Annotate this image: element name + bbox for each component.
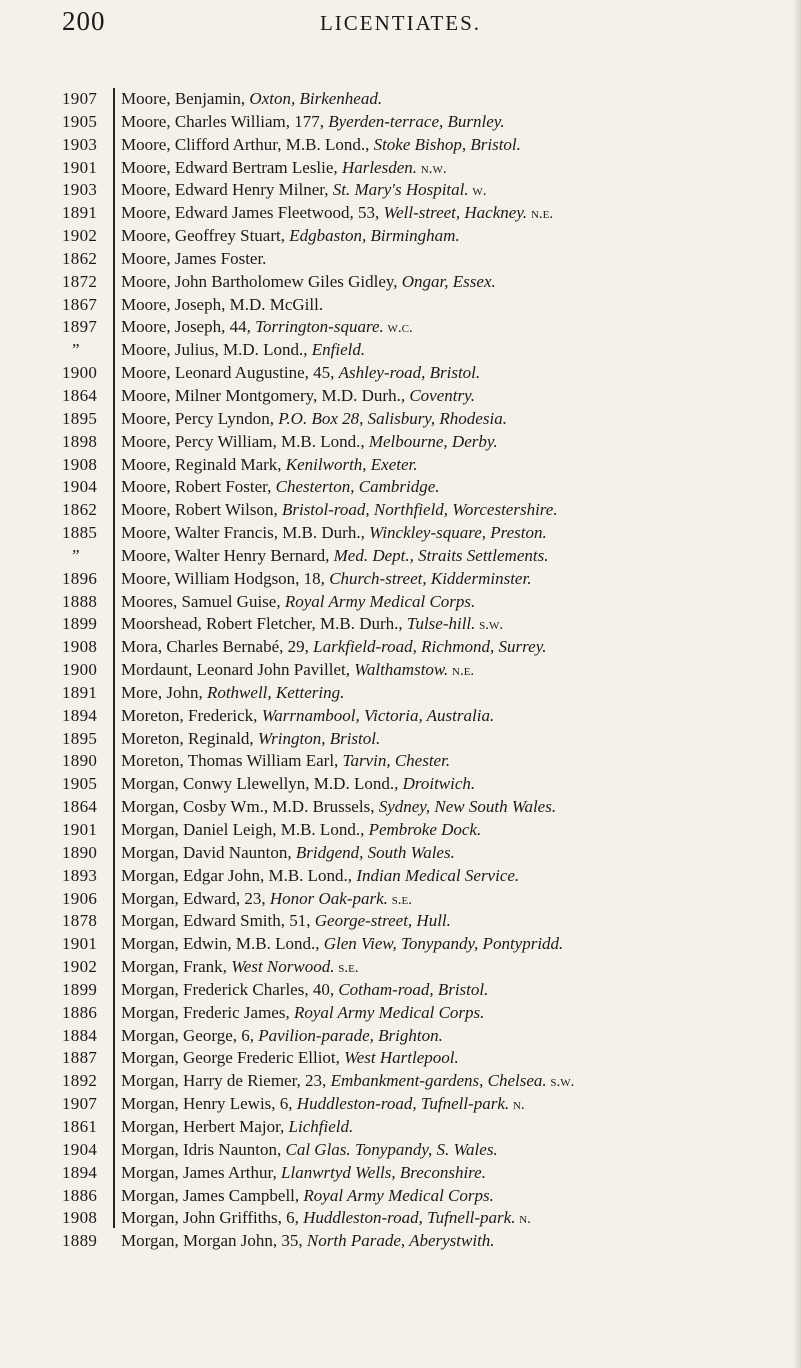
entry-place: Royal Army Medical Corps.: [303, 1185, 494, 1205]
list-item: [0, 1093, 801, 1116]
entry-year: 1864: [62, 385, 98, 405]
entry-year: 1898: [62, 431, 98, 451]
entry-text: [121, 225, 460, 248]
entry-year: 1908: [62, 1208, 98, 1228]
list-item: [0, 499, 801, 522]
list-item: [0, 910, 801, 933]
entry-district: s.e.: [387, 891, 413, 908]
entry-place: Larkfield-road, Richmond, Surrey.: [313, 637, 547, 657]
entry-text: [121, 339, 365, 362]
entry-place: Med. Dept., Straits Settlements.: [333, 545, 549, 565]
entry-district: n.: [515, 1211, 531, 1228]
entry-place: Winckley-square, Preston.: [369, 523, 547, 543]
entry-name: Moore, Reginald Mark,: [121, 454, 286, 474]
entry-place: West Norwood.: [231, 957, 335, 977]
entry-name: Moore, Walter Henry Bernard,: [121, 545, 334, 565]
entry-name: Morgan, Frank,: [121, 957, 232, 977]
list-item: [0, 111, 801, 134]
entry-text: [121, 591, 475, 614]
entry-text: [121, 134, 521, 157]
entry-district: n.w.: [417, 160, 447, 177]
entry-text: [121, 454, 418, 477]
entry-name: Moore, Geoffrey Stuart,: [121, 226, 290, 246]
list-item: [0, 568, 801, 591]
entry-district: w.: [468, 183, 487, 200]
entry-year: 1900: [62, 660, 98, 680]
entry-year: 1889: [62, 1231, 98, 1251]
entry-place: Glen View, Tonypandy, Pontypridd.: [323, 934, 564, 954]
list-item: [0, 888, 801, 911]
entry-text: [121, 271, 496, 294]
entry-year: 1886: [62, 1185, 98, 1205]
entry-text: [121, 1185, 494, 1208]
entry-text: [121, 499, 558, 522]
entry-name: Moore, Milner Montgomery, M.D. Durh.,: [121, 385, 410, 405]
entry-place: Royal Army Medical Corps.: [284, 591, 476, 611]
entry-name: Morgan, David Naunton,: [121, 842, 296, 862]
entry-place: Kenilworth, Exeter.: [285, 454, 418, 474]
entry-place: Droitwich.: [402, 774, 476, 794]
entry-place: Lichfield.: [288, 1116, 354, 1136]
entry-place: St. Mary's Hospital.: [332, 180, 469, 200]
entry-place: Church-street, Kidderminster.: [329, 568, 532, 588]
entry-place: Torrington-square.: [255, 317, 384, 337]
entry-year: 1893: [62, 865, 98, 885]
entry-year: 1904: [62, 477, 98, 497]
entry-year: 1892: [62, 1071, 98, 1091]
list-item: [0, 271, 801, 294]
entry-place: Rothwell, Kettering.: [206, 682, 345, 702]
entry-name: Moore, Benjamin,: [121, 89, 250, 108]
entry-name: Morgan, Frederick Charles, 40,: [121, 979, 339, 999]
list-item: [0, 157, 801, 180]
entry-year: 1895: [62, 408, 98, 428]
entry-text: [121, 362, 480, 385]
list-item: [0, 1002, 801, 1025]
entry-name: Morgan, Morgan John, 35,: [121, 1231, 307, 1251]
entry-text: [121, 728, 380, 751]
entry-name: Moore, Charles William, 177,: [121, 111, 329, 131]
entry-place: Enfield.: [311, 340, 366, 360]
list-item: [0, 339, 801, 362]
entry-name: Moore, John Bartholomew Giles Gidley,: [121, 271, 402, 291]
entry-place: Melbourne, Derby.: [368, 431, 498, 451]
list-item: [0, 316, 801, 339]
entry-place: Walthamstow.: [354, 660, 449, 680]
entry-name: Moore, James Foster.: [121, 248, 267, 268]
entry-year: 1891: [62, 682, 98, 702]
list-item: [0, 1139, 801, 1162]
list-item: [0, 750, 801, 773]
entry-text: [121, 705, 494, 728]
entry-name: Moore, Joseph, 44,: [121, 317, 256, 337]
entry-year: 1887: [62, 1048, 98, 1068]
entry-year: 1885: [62, 523, 98, 543]
entry-name: Moreton, Reginald,: [121, 728, 258, 748]
entry-year: 1905: [62, 774, 98, 794]
page-number: 200: [62, 6, 106, 36]
entry-place: Byerden-terrace, Burnley.: [328, 111, 505, 131]
entry-text: [121, 865, 519, 888]
list-item: [0, 1162, 801, 1185]
entry-text: [121, 1207, 531, 1230]
list-item: [0, 979, 801, 1002]
entry-place: Pembroke Dock.: [368, 820, 482, 839]
list-item: [0, 545, 801, 568]
entry-text: [121, 956, 359, 979]
list-item: [0, 865, 801, 888]
entry-name: Moore, Julius, M.D. Lond.,: [121, 340, 312, 360]
list-item: [0, 1116, 801, 1139]
list-item: [0, 134, 801, 157]
entry-place: Embankment-gardens, Chelsea.: [330, 1071, 547, 1091]
list-item: [0, 1070, 801, 1093]
list-item: [0, 1025, 801, 1048]
entry-year: 1896: [62, 568, 98, 588]
running-title: LICENTIATES.: [319, 11, 482, 35]
entry-text: [121, 385, 475, 408]
list-item: [0, 385, 801, 408]
entry-text: [121, 545, 548, 568]
entry-place: Oxton, Birkenhead.: [249, 89, 383, 108]
entry-year: 1886: [62, 1002, 98, 1022]
entry-name: Morgan, Edward, 23,: [121, 888, 270, 908]
entry-text: [121, 1116, 353, 1139]
entry-year: 1899: [62, 614, 98, 634]
list-item: [0, 1185, 801, 1208]
entry-year: 1884: [62, 1025, 98, 1045]
entry-text: [121, 750, 450, 773]
entry-text: [121, 522, 547, 545]
entry-name: Moore, William Hodgson, 18,: [121, 568, 330, 588]
list-item: [0, 796, 801, 819]
licentiates-list: [0, 88, 801, 1253]
list-item: [0, 1207, 801, 1230]
entry-text: [121, 568, 531, 591]
entry-name: Morgan, Edward Smith, 51,: [121, 911, 315, 931]
entry-text: [121, 431, 498, 454]
list-item: [0, 294, 801, 317]
entry-text: [121, 1139, 498, 1162]
entry-year: 1862: [62, 500, 98, 520]
entry-name: Moore, Edward Bertram Leslie,: [121, 157, 342, 177]
entry-year: 1907: [62, 89, 98, 108]
list-item: [0, 454, 801, 477]
entry-text: [121, 248, 266, 271]
entry-name: Moorshead, Robert Fletcher, M.B. Durh.,: [121, 614, 407, 634]
entry-place: Harlesden.: [341, 157, 418, 177]
entry-text: [121, 1093, 525, 1116]
list-item: [0, 591, 801, 614]
entry-year: ”: [72, 545, 80, 565]
entry-district: n.e.: [448, 663, 475, 680]
entry-year: 1867: [62, 294, 98, 314]
list-item: [0, 659, 801, 682]
list-item: [0, 728, 801, 751]
entry-name: Moreton, Frederick,: [121, 705, 262, 725]
entry-place: Huddleston-road, Tufnell-park.: [303, 1208, 516, 1228]
list-item: [0, 705, 801, 728]
entry-name: Morgan, Idris Naunton,: [121, 1139, 286, 1159]
entry-text: [121, 613, 503, 636]
entry-text: [121, 910, 451, 933]
entry-year: 1905: [62, 111, 98, 131]
entry-name: Morgan, Frederic James,: [121, 1002, 294, 1022]
list-item: [0, 819, 801, 842]
entry-district: s.e.: [334, 960, 359, 977]
entry-text: [121, 979, 488, 1002]
entry-name: Moore, Robert Foster,: [121, 477, 276, 497]
list-item: [0, 431, 801, 454]
entry-name: Morgan, James Arthur,: [121, 1162, 282, 1182]
entry-name: Moore, Robert Wilson,: [121, 500, 282, 520]
entry-text: [121, 659, 474, 682]
entry-name: Moore, Clifford Arthur, M.B. Lond.,: [121, 134, 374, 154]
entry-text: [121, 842, 455, 865]
entry-year: 1899: [62, 979, 98, 999]
entry-name: Moore, Percy Lyndon,: [121, 408, 279, 428]
entry-place: Huddleston-road, Tufnell-park.: [296, 1094, 510, 1114]
entry-year: 1901: [62, 157, 98, 177]
entry-name: Morgan, George, 6,: [121, 1025, 259, 1045]
entry-year: 1862: [62, 248, 98, 268]
entry-name: Morgan, Edwin, M.B. Lond.,: [121, 934, 324, 954]
entry-year: ”: [72, 340, 80, 360]
entry-name: Morgan, Edgar John, M.B. Lond.,: [121, 865, 357, 885]
entry-year: 1878: [62, 911, 98, 931]
list-item: [0, 179, 801, 202]
entry-name: Morgan, Cosby Wm., M.D. Brussels,: [121, 797, 379, 817]
entry-year: 1901: [62, 934, 98, 954]
entry-year: 1897: [62, 317, 98, 337]
page-edge: [793, 0, 801, 1368]
entry-text: [121, 1070, 574, 1093]
entry-place: Chesterton, Cambridge.: [275, 477, 440, 497]
entry-text: [121, 1230, 495, 1253]
entry-text: [121, 179, 487, 202]
entry-place: Bristol-road, Northfield, Worcestershire.: [281, 500, 558, 520]
entry-text: [121, 316, 413, 339]
entry-name: Morgan, John Griffiths, 6,: [121, 1208, 304, 1228]
list-item: [0, 476, 801, 499]
entry-year: 1894: [62, 705, 98, 725]
entry-name: Morgan, Conwy Llewellyn, M.D. Lond.,: [121, 774, 403, 794]
list-item: [0, 225, 801, 248]
entry-text: [121, 1047, 459, 1070]
entry-name: Moreton, Thomas William Earl,: [121, 751, 343, 771]
entry-year: 1903: [62, 134, 98, 154]
list-item: [0, 88, 801, 111]
entry-place: North Parade, Aberystwith.: [306, 1231, 495, 1251]
entry-year: 1907: [62, 1094, 98, 1114]
entry-text: [121, 819, 481, 842]
entry-district: n.: [509, 1097, 525, 1114]
entry-place: Tarvin, Chester.: [342, 751, 451, 771]
entry-text: [121, 408, 507, 431]
list-item: [0, 956, 801, 979]
entry-text: [121, 773, 475, 796]
entry-year: 1890: [62, 751, 98, 771]
list-item: [0, 362, 801, 385]
entry-name: Morgan, Herbert Major,: [121, 1116, 289, 1136]
list-item: [0, 842, 801, 865]
entry-district: s.w.: [546, 1074, 575, 1091]
entry-place: Edgbaston, Birmingham.: [289, 226, 460, 246]
entry-year: 1890: [62, 842, 98, 862]
list-item: [0, 682, 801, 705]
entry-district: s.w.: [475, 617, 504, 634]
entry-year: 1872: [62, 271, 98, 291]
list-item: [0, 1047, 801, 1070]
entry-place: P.O. Box 28, Salisbury, Rhodesia.: [278, 408, 507, 428]
entry-year: 1861: [62, 1116, 98, 1136]
entry-text: [121, 1025, 443, 1048]
entry-name: Moore, Joseph, M.D. McGill.: [121, 294, 324, 314]
entry-place: Well-street, Hackney.: [383, 203, 528, 223]
entry-year: 1894: [62, 1162, 98, 1182]
entry-year: 1900: [62, 363, 98, 383]
entry-text: [121, 933, 563, 956]
entry-place: Cal Glas. Tonypandy, S. Wales.: [285, 1139, 498, 1159]
entry-name: Moore, Percy William, M.B. Lond.,: [121, 431, 369, 451]
entry-place: Honor Oak-park.: [269, 888, 388, 908]
entry-text: [121, 202, 553, 225]
entry-name: Mora, Charles Bernabé, 29,: [121, 637, 314, 657]
entry-place: George-street, Hull.: [314, 911, 451, 931]
entry-name: Moore, Walter Francis, M.B. Durh.,: [121, 523, 370, 543]
entry-text: [121, 682, 344, 705]
entry-text: [121, 476, 440, 499]
entry-text: [121, 888, 412, 911]
entry-district: n.e.: [527, 206, 554, 223]
entry-name: More, John,: [121, 682, 207, 702]
entry-name: Morgan, Daniel Leigh, M.B. Lond.,: [121, 820, 369, 839]
entry-text: [121, 1162, 486, 1185]
entry-text: [121, 88, 382, 111]
entry-place: Stoke Bishop, Bristol.: [373, 134, 521, 154]
entry-year: 1864: [62, 797, 98, 817]
entry-name: Morgan, Henry Lewis, 6,: [121, 1094, 297, 1114]
list-item: [0, 522, 801, 545]
entry-place: Indian Medical Service.: [356, 865, 520, 885]
entry-place: Llanwrtyd Wells, Breconshire.: [281, 1162, 486, 1182]
entry-name: Moore, Leonard Augustine, 45,: [121, 363, 339, 383]
entry-year: 1908: [62, 454, 98, 474]
entry-text: [121, 796, 556, 819]
page-header: [0, 2, 801, 52]
entry-name: Moore, Edward Henry Milner,: [121, 180, 333, 200]
entry-name: Morgan, James Campbell,: [121, 1185, 304, 1205]
list-item: [0, 773, 801, 796]
entry-place: Wrington, Bristol.: [257, 728, 381, 748]
entry-name: Morgan, George Frederic Elliot,: [121, 1048, 345, 1068]
entry-year: 1904: [62, 1139, 98, 1159]
list-item: [0, 248, 801, 271]
entry-year: 1891: [62, 203, 98, 223]
entry-year: 1906: [62, 888, 98, 908]
list-item: [0, 408, 801, 431]
entry-year: 1902: [62, 226, 98, 246]
entry-place: Ongar, Essex.: [401, 271, 496, 291]
entry-district: w.c.: [383, 320, 413, 337]
entry-text: [121, 1002, 484, 1025]
list-item: [0, 202, 801, 225]
entry-place: Pavilion-parade, Brighton.: [258, 1025, 443, 1045]
entry-place: Coventry.: [409, 385, 475, 405]
entry-place: Warrnambool, Victoria, Australia.: [261, 705, 495, 725]
list-item: [0, 933, 801, 956]
entry-name: Moore, Edward James Fleetwood, 53,: [121, 203, 384, 223]
entry-year: 1895: [62, 728, 98, 748]
entry-name: Moores, Samuel Guise,: [121, 591, 285, 611]
entry-year: 1908: [62, 637, 98, 657]
entry-year: 1901: [62, 820, 98, 839]
entry-place: Ashley-road, Bristol.: [338, 363, 481, 383]
entry-place: West Hartlepool.: [344, 1048, 459, 1068]
entry-place: Cotham-road, Bristol.: [338, 979, 489, 999]
list-item: [0, 613, 801, 636]
list-item: [0, 636, 801, 659]
entry-text: [121, 636, 547, 659]
entry-place: Tulse-hill.: [406, 614, 476, 634]
entry-text: [121, 294, 323, 317]
entry-text: [121, 111, 505, 134]
entry-year: 1888: [62, 591, 98, 611]
entry-name: Morgan, Harry de Riemer, 23,: [121, 1071, 331, 1091]
entry-place: Bridgend, South Wales.: [295, 842, 455, 862]
entry-place: Sydney, New South Wales.: [378, 797, 557, 817]
list-item: [0, 1230, 801, 1253]
entry-place: Royal Army Medical Corps.: [293, 1002, 485, 1022]
entry-year: 1902: [62, 957, 98, 977]
entry-name: Mordaunt, Leonard John Pavillet,: [121, 660, 355, 680]
entry-year: 1903: [62, 180, 98, 200]
entry-text: [121, 157, 447, 180]
